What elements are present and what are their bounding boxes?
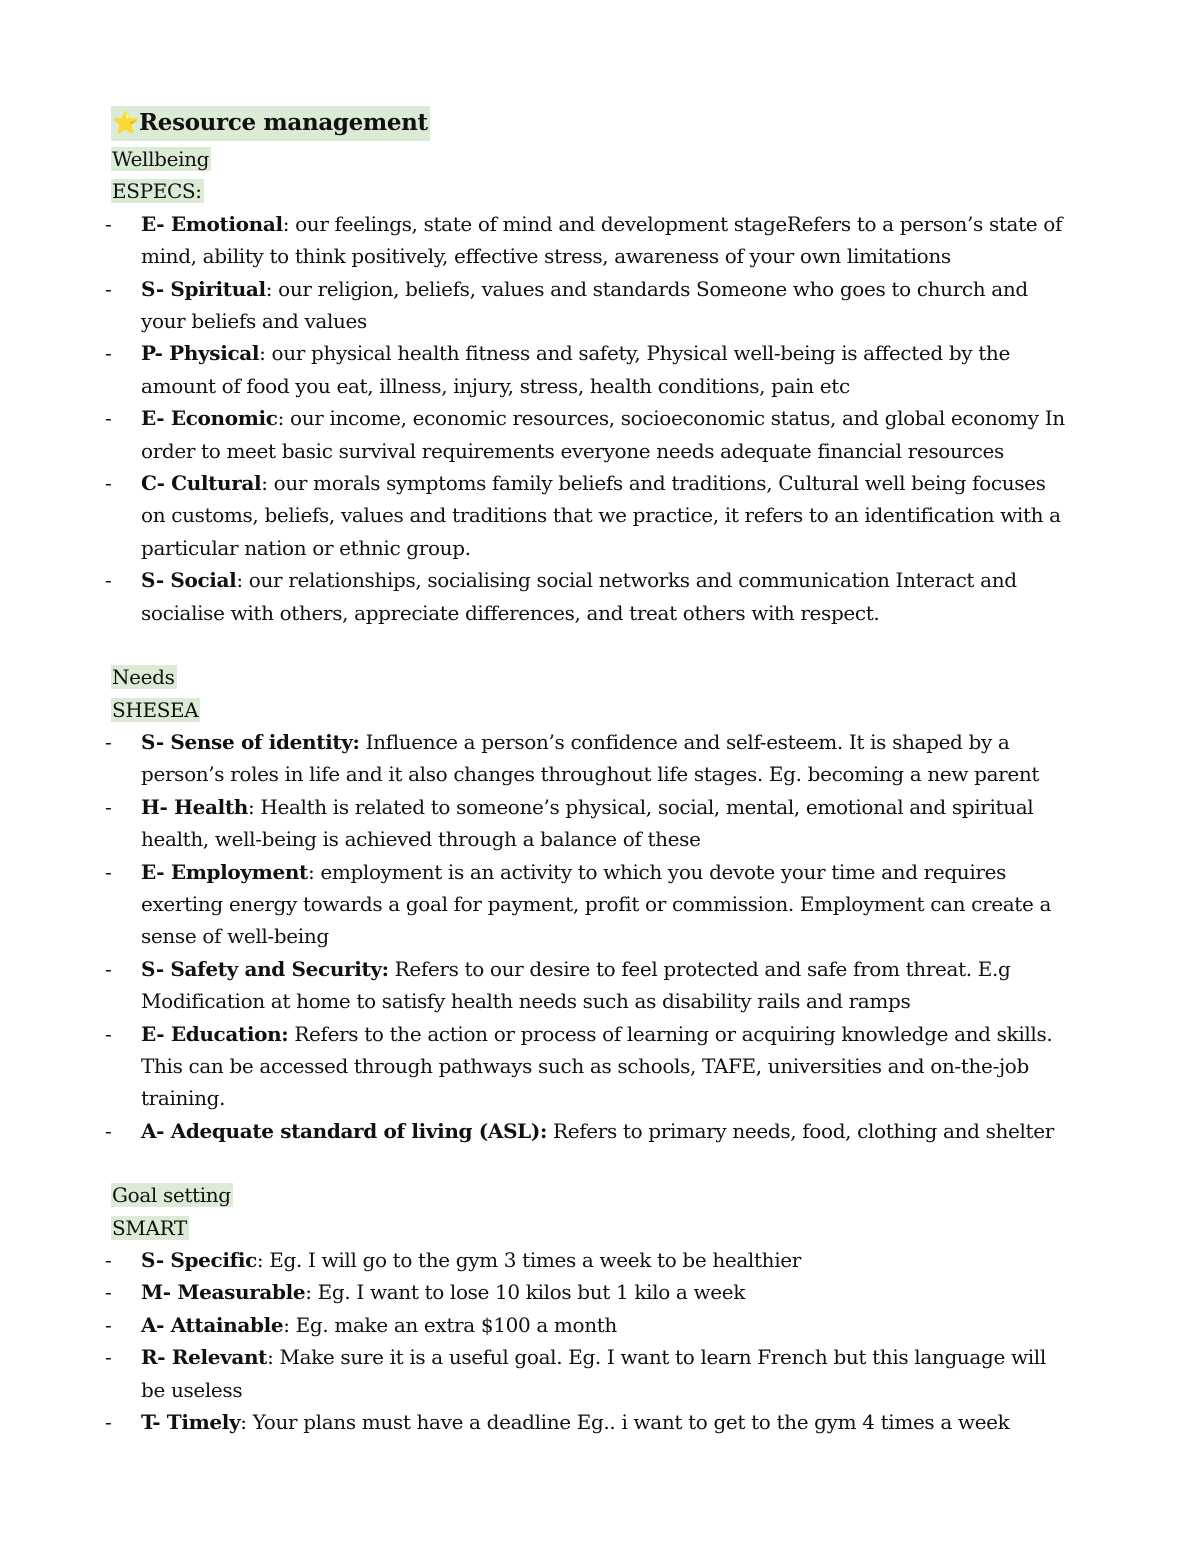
item-sep: : [256,1248,264,1272]
bullet-dash: - [105,1248,112,1272]
item-label: S- Spiritual [141,276,266,301]
item-label: A- Adequate standard of living (ASL): [141,1118,548,1143]
item-text: Make sure it is a useful goal. Eg. I want to learn French but this language will be useless [141,1345,1046,1402]
item-label: S- Sense of identity: [141,729,360,754]
list-item [105,402,1071,467]
item-label: S- Social [141,568,237,593]
item-text: Health is related to someone’s physical, social, mental, emotional and spiritual health, well-being is achieved through a balance of these [141,794,1034,852]
bullet-dash: - [105,1345,112,1370]
section-wellbeing [105,143,1071,629]
item-sep: : [305,1280,312,1305]
item-label: P- Physical [141,341,260,366]
item-text: our religion, beliefs, values and standards Someone who goes to church and your beliefs and values [141,276,1028,334]
list-item [105,1309,1071,1341]
item-sep: : [236,568,243,593]
bullet-dash: - [105,211,112,236]
item-text: Eg. I want to lose 10 kilos but 1 kilo a week [311,1280,745,1305]
item-sep: : [259,341,266,366]
list-item [105,726,1071,791]
item-sep: : [277,406,284,431]
star-icon: ⭐ [112,111,140,136]
item-text: Refers to the action or process of learning or acquiring knowledge and skills. This can be accessed through pathways such as schools, TAFE, universities and on-the-job training. [141,1021,1053,1111]
item-text: Influence a person’s confidence and self-esteem. It is shaped by a person’s roles in life and it also changes throughout life stages. Eg. becoming a new parent [141,729,1040,787]
bullet-dash: - [105,568,112,593]
list-item [105,1244,1071,1276]
item-sep: : [240,1410,247,1435]
bullet-list [105,208,1071,629]
bullet-dash: - [105,1118,112,1143]
list-item [105,1018,1071,1115]
item-sep: : [261,471,268,496]
section-heading: Wellbeing [112,147,210,171]
item-label: M- Measurable [141,1280,306,1305]
item-label: E- Employment [141,859,308,884]
bullet-dash: - [105,1410,112,1435]
bullet-dash: - [105,276,112,301]
item-text: our morals symptoms family beliefs and traditions, Cultural well being focuses on customs, beliefs, values and traditions that we practice, it refers to an identification with a particular nation or ethnic group. [141,471,1061,560]
bullet-dash: - [105,956,112,981]
item-label: T- Timely [141,1410,241,1435]
item-label: S- Safety and Security: [141,956,389,981]
item-text: our feelings, state of mind and development stageRefers to a person’s state of mind, ability to think positively, effective stress, awareness of your own limitations [141,211,1063,269]
document-page [105,106,1071,1438]
section-heading: Goal setting [112,1183,231,1208]
section-heading: Needs [112,665,175,690]
item-text: our income, economic resources, socioeconomic status, and global economy In order to meet basic survival requirements everyone needs adequate financial resources [141,406,1065,463]
item-sep: : [283,1312,290,1337]
item-text: Your plans must have a deadline Eg.. i want to get to the gym 4 times a week [246,1410,1010,1435]
item-text: employment is an activity to which you devote your time and requires exerting energy towards a goal for payment, profit or commission. Employment can create a sense of well-being [141,859,1052,949]
list-item [105,564,1071,629]
item-label: E- Economic [141,406,278,431]
document-title [111,106,430,141]
bullet-list [105,726,1071,1147]
item-text: Refers to our desire to feel protected and safe from threat. E.g Modification at home to satisfy health needs such as disability rails and ramps [141,956,1011,1014]
item-label: A- Attainable [141,1312,284,1337]
item-text: Eg. make an extra $100 a month [289,1312,617,1337]
item-sep: : [307,859,315,884]
item-sep: : [247,794,255,819]
bullet-dash: - [105,859,112,884]
item-label: E- Emotional [141,211,283,236]
bullet-list [105,1244,1071,1438]
section-goal-setting [105,1179,1071,1438]
bullet-dash: - [105,1280,112,1305]
section-needs [105,661,1071,1147]
item-text: Eg. I will go to the gym 3 times a week to be healthier [263,1248,801,1272]
list-item [105,953,1071,1018]
bullet-dash: - [105,729,112,754]
list-item [105,856,1071,953]
section-subheading: ESPECS: [112,179,202,204]
list-item [105,208,1071,273]
bullet-dash: - [105,1021,112,1046]
item-sep: : [265,276,273,301]
item-label: S- Specific [141,1248,257,1272]
section-subheading: SMART [112,1215,187,1240]
item-sep: : [267,1345,274,1370]
list-item [105,1406,1071,1438]
list-item [105,273,1071,338]
list-item [105,337,1071,402]
bullet-dash: - [105,341,112,366]
item-label: C- Cultural [141,471,262,496]
bullet-dash: - [105,471,112,496]
bullet-dash: - [105,406,112,431]
list-item [105,1341,1071,1406]
item-text: Refers to primary needs, food, clothing and shelter [547,1118,1054,1143]
item-label: E- Education: [141,1021,289,1046]
document-title-text: Resource management [139,109,428,136]
bullet-dash: - [105,1312,112,1337]
list-item [105,791,1071,856]
bullet-dash: - [105,794,112,819]
list-item [105,1276,1071,1308]
item-text: our relationships, socialising social networks and communication Interact and socialise with others, appreciate differences, and treat others with respect. [141,568,1017,625]
item-label: H- Health [141,794,248,819]
section-subheading: SHESEA [112,697,199,722]
item-text: our physical health fitness and safety, Physical well-being is affected by the amount of food you eat, illness, injury, stress, health conditions, pain etc [141,341,1010,398]
list-item [105,467,1071,564]
list-item [105,1115,1071,1147]
item-label: R- Relevant [141,1345,268,1370]
item-sep: : [282,211,290,236]
